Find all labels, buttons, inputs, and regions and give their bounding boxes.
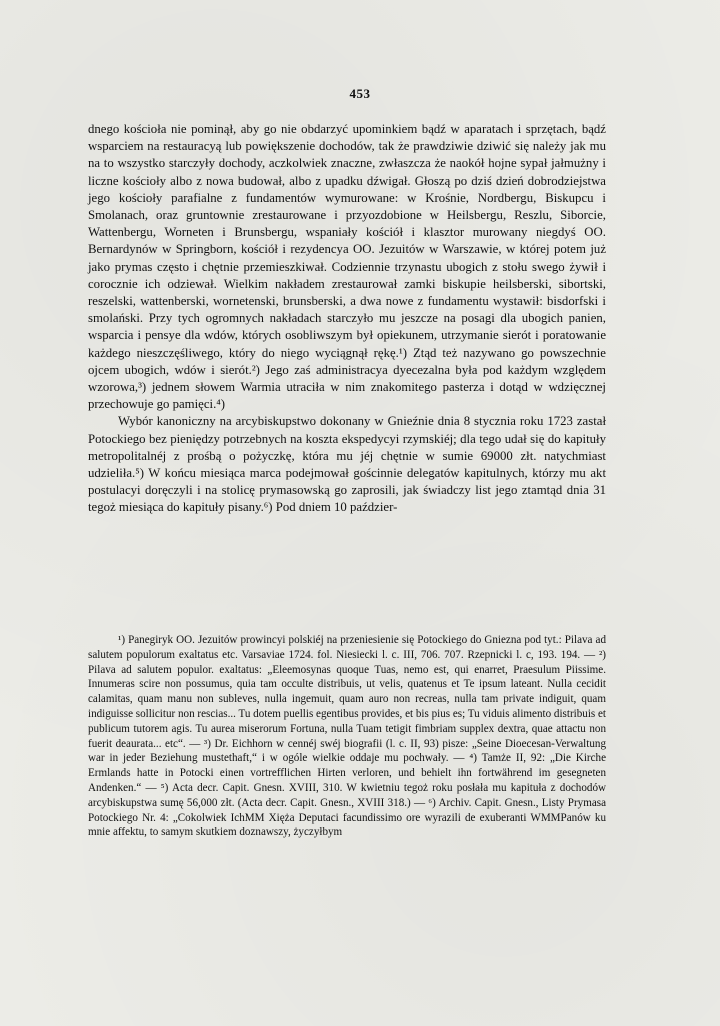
page-number: 453 <box>349 86 371 101</box>
body-paragraph: dnego kościoła nie pominął, aby go nie obdarzyć upominkiem bądź w aparatach i sprzętach, bądź wsparciem na restauracyą lub powiększenie dochodów, tak że prawdziwie dziwić się należy jak mu na to wszystko starczyły dochody, aczkolwiek znaczne, zwłaszcza że naokół hojne sypał jałmużny i liczne kościoły albo z nowa budował, albo z upadku dźwigał. Głoszą po dziś dzień dobrodziejstwa jego kościoły parafialne z fundamentów wymurowane: w Krośnie, Nordbergu, Biskupcu i Smolanach, oraz gruntownie zrestaurowane i przyozdobione w Heilsbergu, Reszlu, Siborcie, Wattenbergu, Worneten i Brunsbergu, wspaniały kościół i klasztor murowany niegdyś OO. Bernardynów w Springborn, kościół i rezydencya OO. Jezuitów w Warszawie, w której potem już jako prymas często i chętnie przemieszkiwał. Codziennie trzynastu ubogich z stołu swego żywił i corocznie ich odziewał. Wielkim nakładem zrestaurował zamki biskupie heilsberski, sibortski, reszelski, wattenberski, wornetenski, brunsberski, a dwa nowe z fundamentu wystawił: bisdorfski i smolański. Przy tych ogromnych nakładach starczyło mu jeszcze na posagi dla ubogich panien, wsparcia i pensye dla wdów, których osobliwszym był opiekunem, utrzymanie sierót i poratowanie każdego nieszczęśliwego, który do niego wyciągnął rękę.¹) Ztąd też nazywano go powszechnie ojcem ubogich, wdów i sierót.²) Jego zaś administracya dyecezalna była pod każdym względem wzorowa,³) jednem słowem Warmia utraciła w nim znakomitego pasterza i dotąd w wdzięcznej przechowuje go pamięci.⁴) <box>88 122 606 412</box>
main-text <box>88 121 606 517</box>
footnotes <box>88 633 606 840</box>
body-paragraph: Wybór kanoniczny na arcybiskupstwo dokonany w Gnieźnie dnia 8 stycznia roku 1723 zastał Potockiego bez pieniędzy potrzebnych na koszta ekspedycyi rzymskiéj; dla tego udał się do kapituły metropolitalnéj z prośbą o pożyczkę, która mu jéj chętnie w sumie 69000 złt. natychmiast udzieliła.⁵) W końcu miesiąca marca podejmował gościnnie delegatów kapitulnych, którzy mu akt postulacyi doręczyli i na stolicę prymasowską go zaprosili, jak świadczy list jego ztamtąd dnia 31 tegoż miesiąca do kapituły pisany.⁶) Pod dniem 10 paździer- <box>88 414 606 515</box>
footnote-text: ¹) Panegiryk OO. Jezuitów prowincyi polskiéj na przeniesienie się Potockiego do Gniezna pod tyt.: Pilava ad salutem populorum exaltatus etc. Varsaviae 1724. fol. Niesiecki l. c. III, 706. 707. Rzepnicki l. c, 193. 194. — ²) Pilava ad salutem populor. exaltatus: „Eleemosynas quoque Tuas, nemo est, qui enarret, Praesulum Piissime. Innumeras scire non possumus, quia tam occulte distribuis, ut velis, quatenus et Te ipsum lateant. Nulla cecidit calamitas, quam manu non subleves, nulla ingemuit, quam auro non recreas, nulla tam private indiguit, quam indiguisse sollicitur non rescias... Tu dotem puellis egentibus provides, et bis pius es; Tu viduis alimento distribuis et publicum tutorem agis. Tu aurea miserorum Fortuna, nulla Tuam tetigit fimbriam supplex dextra, quae attactu non fuerit deaurata... etc“. — ³) Dr. Eichhorn w cennéj swéj biografii (l. c. II, 93) pisze: „Seine Dioecesan-Verwaltung war in jeder Beziehung mustethaft,“ i w ogóle wielkie oddaje mu pochwały. — ⁴) Tamże II, 92: „Die Kirche Ermlands hatte in Potocki einen vortrefflichen Hirten verloren, und behielt ihn fortwährend im gesegneten Andenken.“ — ⁵) Acta decr. Capit. Gnesn. XVIII, 310. W kwietniu tegoż roku posłała mu kapituła z dochodów arcybiskupstwa sumę 56,000 złt. (Acta decr. Capit. Gnesn., XVIII 318.) — ⁶) Archiv. Capit. Gnesn., Listy Prymasa Potockiego Nr. 4: „Cokolwiek IchMM Xięża Deputaci facundissimo ore wyrazili de exuberanti WMMPanów ku mnie affektu, to samym skutkiem doznawszy, życzyłbym <box>88 634 607 839</box>
